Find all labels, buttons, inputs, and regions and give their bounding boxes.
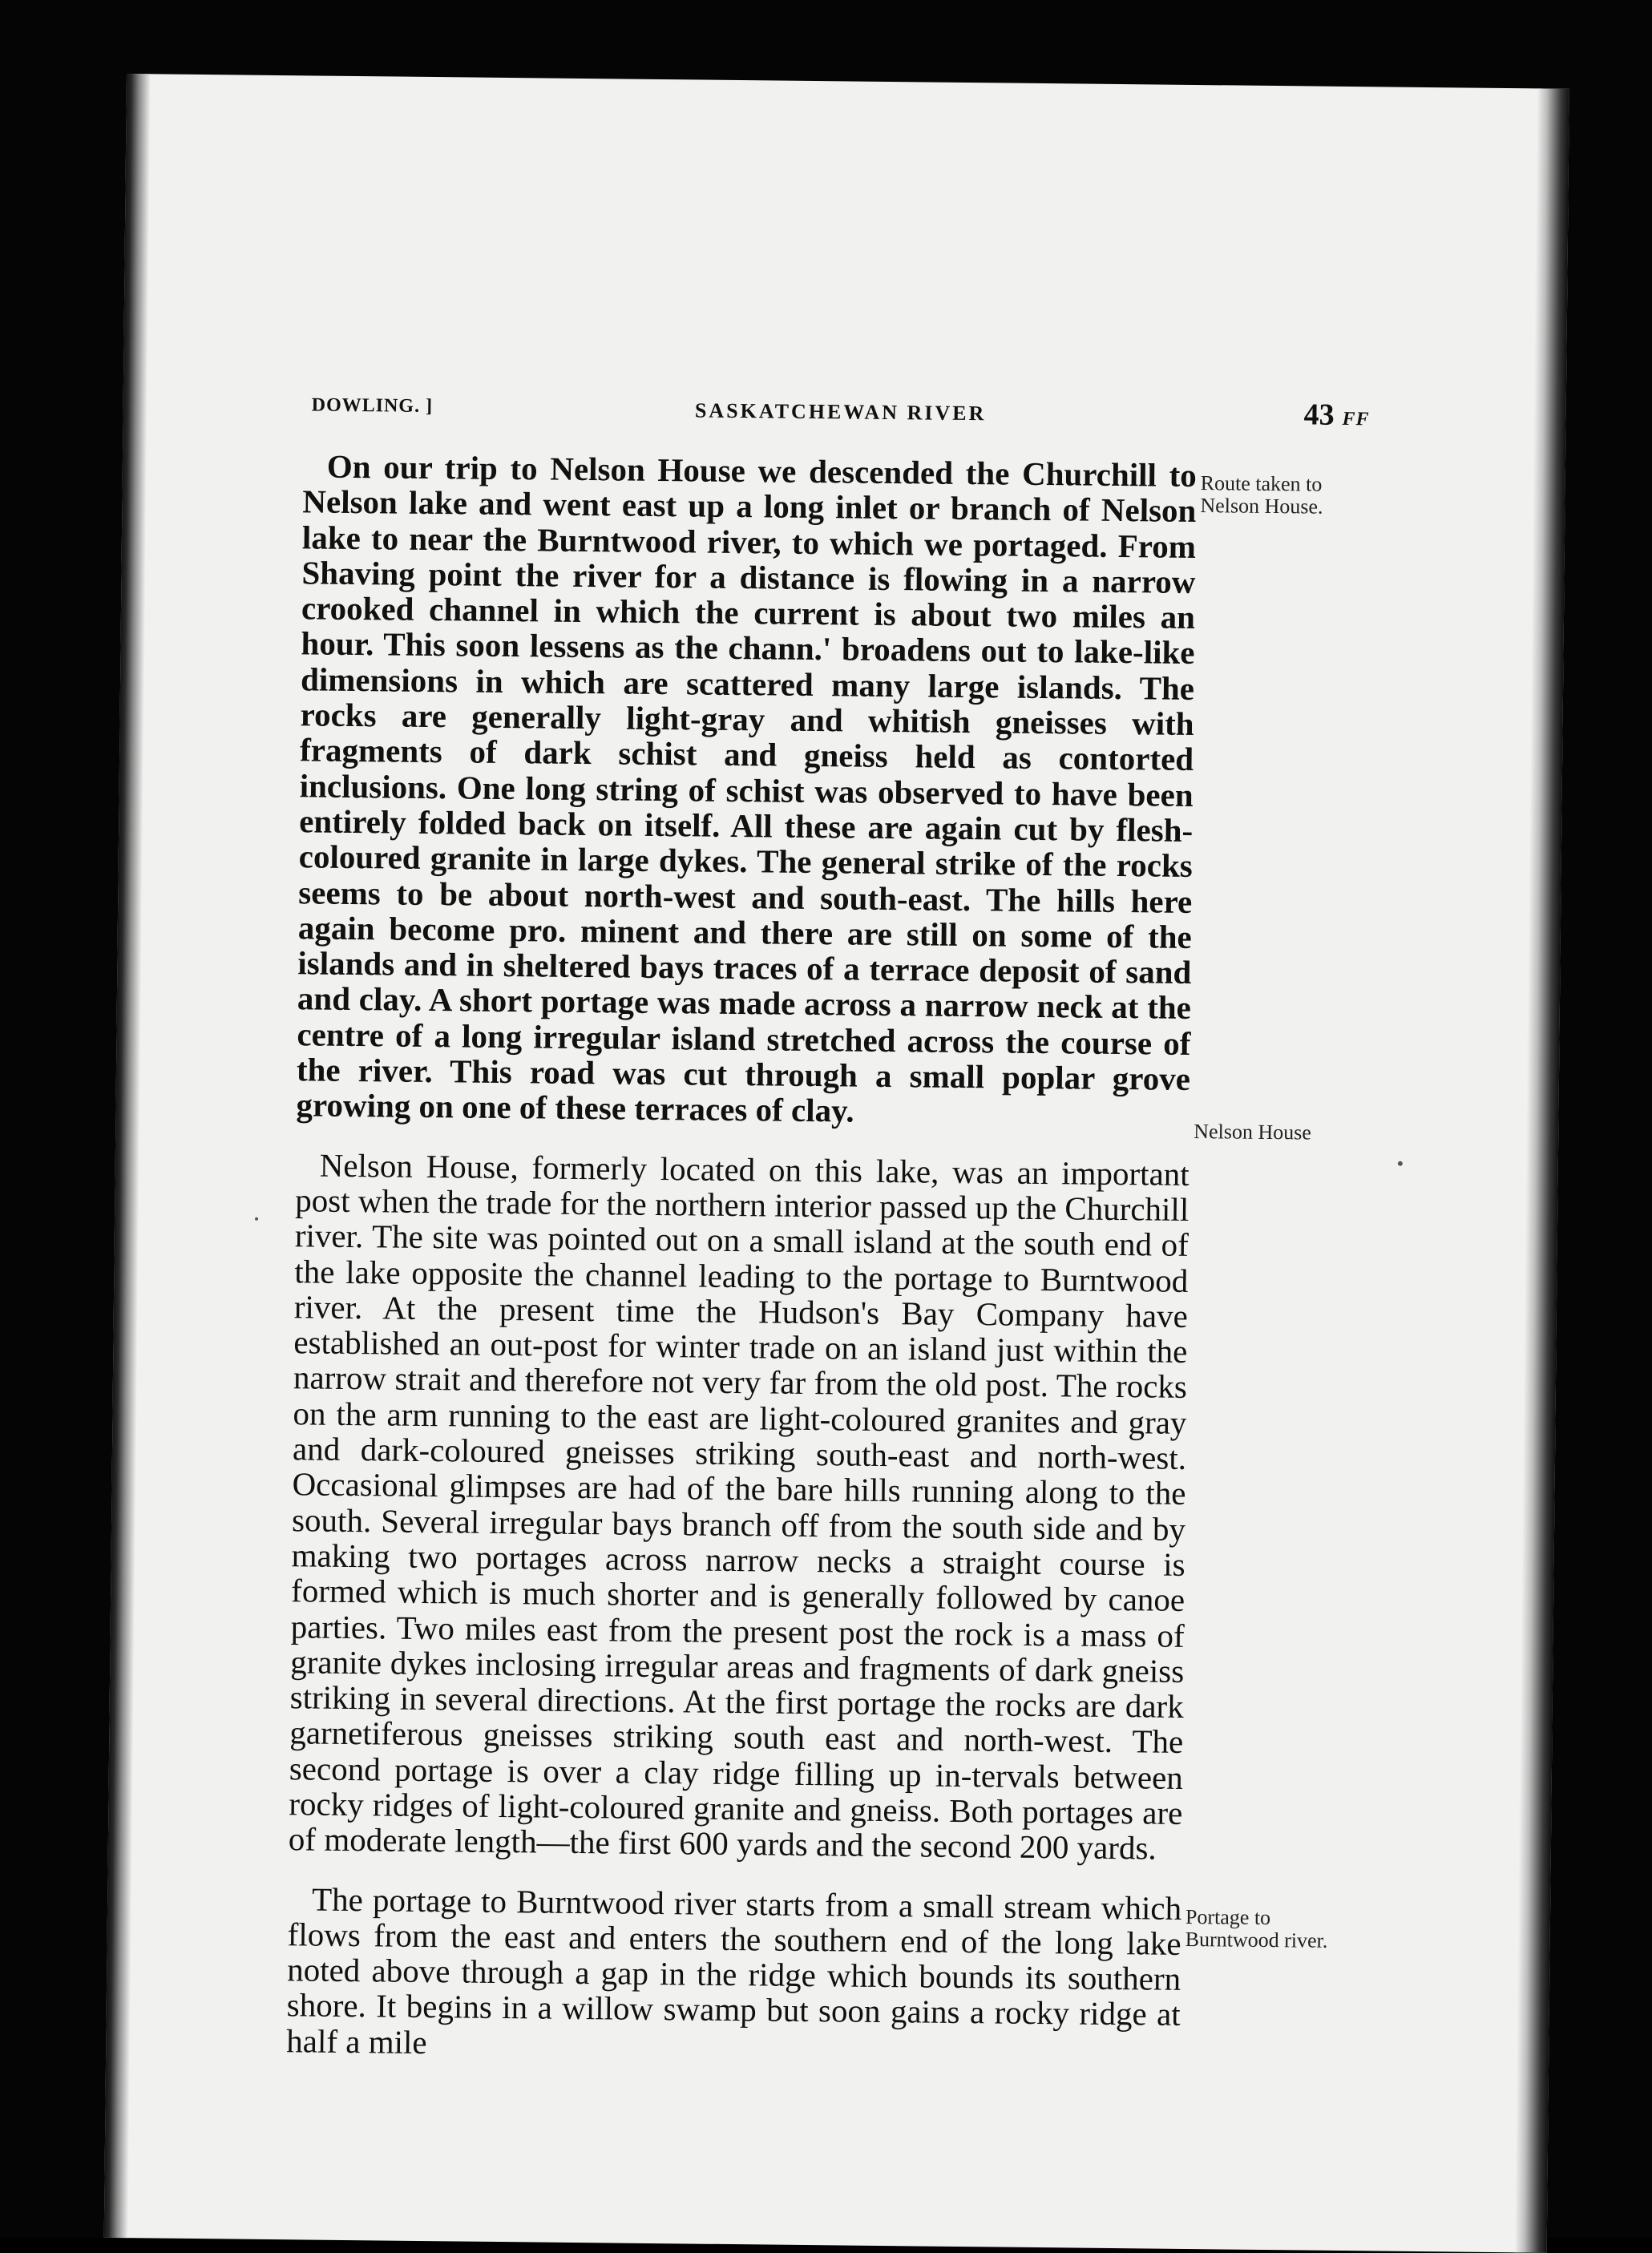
sidenote-portage: Portage to Burntwood river. (1185, 1904, 1328, 1952)
paragraph-text: The portage to Burntwood river starts from a small stream which flows from the east and enters the southern end of the long lake noted above through a gap in the ridge which bounds its southern shore. It begins in a willow swamp but soon gains a rocky ridge at half a mile (286, 1880, 1182, 2061)
sidenote-route: Route taken to Nelson House. (1200, 471, 1323, 519)
paragraph-nelson-house (289, 1147, 1190, 1867)
page-number (1303, 397, 1369, 433)
paragraph-portage (286, 1881, 1181, 2068)
paragraph-text: Nelson House, formerly located on this lake, was an important post when the trade for the northern interior passed up the Churchill river. The site was pointed out on a small island at the south end of the lake opposite the channel leading to the portage to Burntwood river. At the present time the Hudson's Bay Company have established an out-post for winter trade on an island just within the narrow strait and therefore not very far from the old post. The rocks on the arm running to the east are light-coloured granites and gray and dark-coloured gneisses striking south-east and north-west. Occasional glimpses are had of the bare hills running along to the south. Several irregular bays branch off from the south side and by making two portages across narrow necks a straight course is formed which is much shorter and is generally followed by canoe parties. Two miles east from the present post the rock is a mass of granite dykes inclosing irregular areas and fragments of dark gneiss striking in several directions. At the first portage the rocks are dark garnetiferous gneisses striking south east and north-west. The second portage is over a clay ridge filling up in-tervals between rocky ridges of light-coloured granite and gneiss. Both portages are of moderate length—the first 600 yards and the second 200 yards. (288, 1146, 1190, 1867)
paragraph-text: On our trip to Nelson House we descended the Churchill to Nelson lake and went east up a long inlet or branch of Nelson lake to near the Burntwood river, to which we portaged. From Shaving point the river for a distance is flowing in a narrow crooked channel in which the current is about two miles an hour. This soon lessens as the chann.' broadens out to lake-like dimensions in which are scattered many large islands. The rocks are generally light-gray and whitish gneisses with fragments of dark schist and gneiss held as contorted inclusions. One long string of schist was observed to have been entirely folded back on itself. All these are again cut by flesh-coloured granite in large dykes. The general strike of the rocks seems to be about north-west and south-east. The hills here again become pro. minent and there are still on some of the islands and in sheltered bays traces of a terrace deposit of sand and clay. A short portage was made across a narrow neck at the centre of a long irregular island stretched across the course of the river. This road was cut through a small poplar grove growing on one of these terraces of clay. (296, 447, 1198, 1129)
section-title: SASKATCHEWAN RIVER (694, 398, 987, 426)
author-running-head: DOWLING. ] (311, 394, 434, 418)
sidenote-nelson-house: Nelson House (1194, 1120, 1311, 1145)
scan-speck (255, 1217, 258, 1221)
page-number-value: 43 (1303, 398, 1335, 432)
paragraph-route (296, 448, 1197, 1132)
body-text (286, 448, 1369, 2069)
running-header (311, 386, 1370, 446)
page-content (104, 74, 1569, 2253)
book-page (104, 74, 1569, 2253)
scan-speck (1398, 1161, 1403, 1166)
page-suffix: FF (1342, 408, 1370, 430)
